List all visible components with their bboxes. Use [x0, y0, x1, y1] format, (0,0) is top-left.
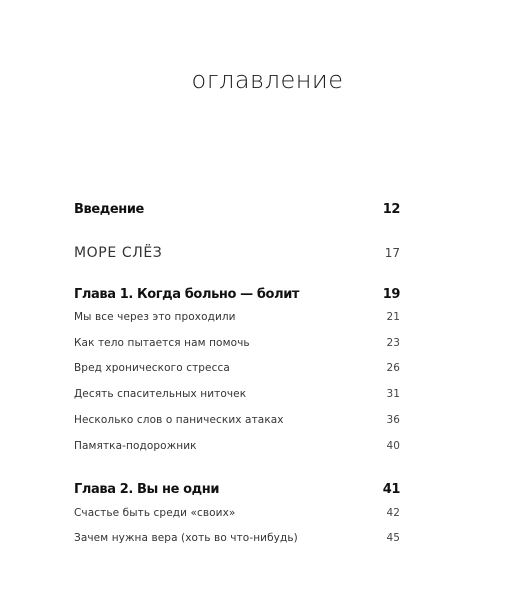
- toc-entry-section: [74, 311, 400, 323]
- toc-entry-page: 41: [382, 482, 400, 497]
- toc-entry-title: Как тело пытается нам помочь: [74, 337, 250, 349]
- toc-entry-page: 26: [386, 362, 400, 374]
- toc-entry-section: [74, 362, 400, 374]
- toc-entry-title: Счастье быть среди «своих»: [74, 507, 236, 519]
- toc-entry-title: Мы все через это проходили: [74, 311, 236, 323]
- toc-entry-chapter-1: [74, 287, 400, 302]
- toc-entry-page: 31: [386, 388, 400, 400]
- toc-entry-title: Несколько слов о панических атаках: [74, 414, 284, 426]
- toc-entry-title: Зачем нужна вера (хоть во что-нибудь): [74, 532, 298, 544]
- toc-entry-title: Глава 1. Когда больно — болит: [74, 287, 300, 302]
- toc-entry-part-sea-of-tears: [74, 245, 400, 261]
- toc-entry-page: 45: [386, 532, 400, 544]
- page-title: оглавление: [191, 66, 344, 94]
- toc-entry-section: [74, 337, 400, 349]
- toc-entry-title: Введение: [74, 202, 144, 217]
- toc-entry-section: [74, 440, 400, 452]
- toc-entry-page: 19: [382, 287, 400, 302]
- toc-entry-section: [74, 388, 400, 400]
- toc-entry-title: Глава 2. Вы не одни: [74, 482, 220, 497]
- toc-entry-title: Десять спасительных ниточек: [74, 388, 247, 400]
- toc-entry-section: [74, 532, 400, 544]
- toc-entry-title: Памятка-подорожник: [74, 440, 197, 452]
- toc-entry-section: [74, 414, 400, 426]
- toc-entry-page: 17: [384, 246, 400, 260]
- toc-entry-chapter-2: [74, 482, 400, 497]
- toc-entry-page: 36: [386, 414, 400, 426]
- toc-entry-page: 40: [386, 440, 400, 452]
- toc-entry-title: МОРЕ СЛЁЗ: [74, 245, 163, 261]
- toc-entry-page: 23: [386, 337, 400, 349]
- toc-entry-page: 21: [386, 311, 400, 323]
- toc-entry-title: Вред хронического стресса: [74, 362, 230, 374]
- toc-entry-page: 42: [386, 507, 400, 519]
- toc-entry-section: [74, 507, 400, 519]
- toc-entry-page: 12: [382, 202, 400, 217]
- toc-entry-introduction: [74, 202, 400, 217]
